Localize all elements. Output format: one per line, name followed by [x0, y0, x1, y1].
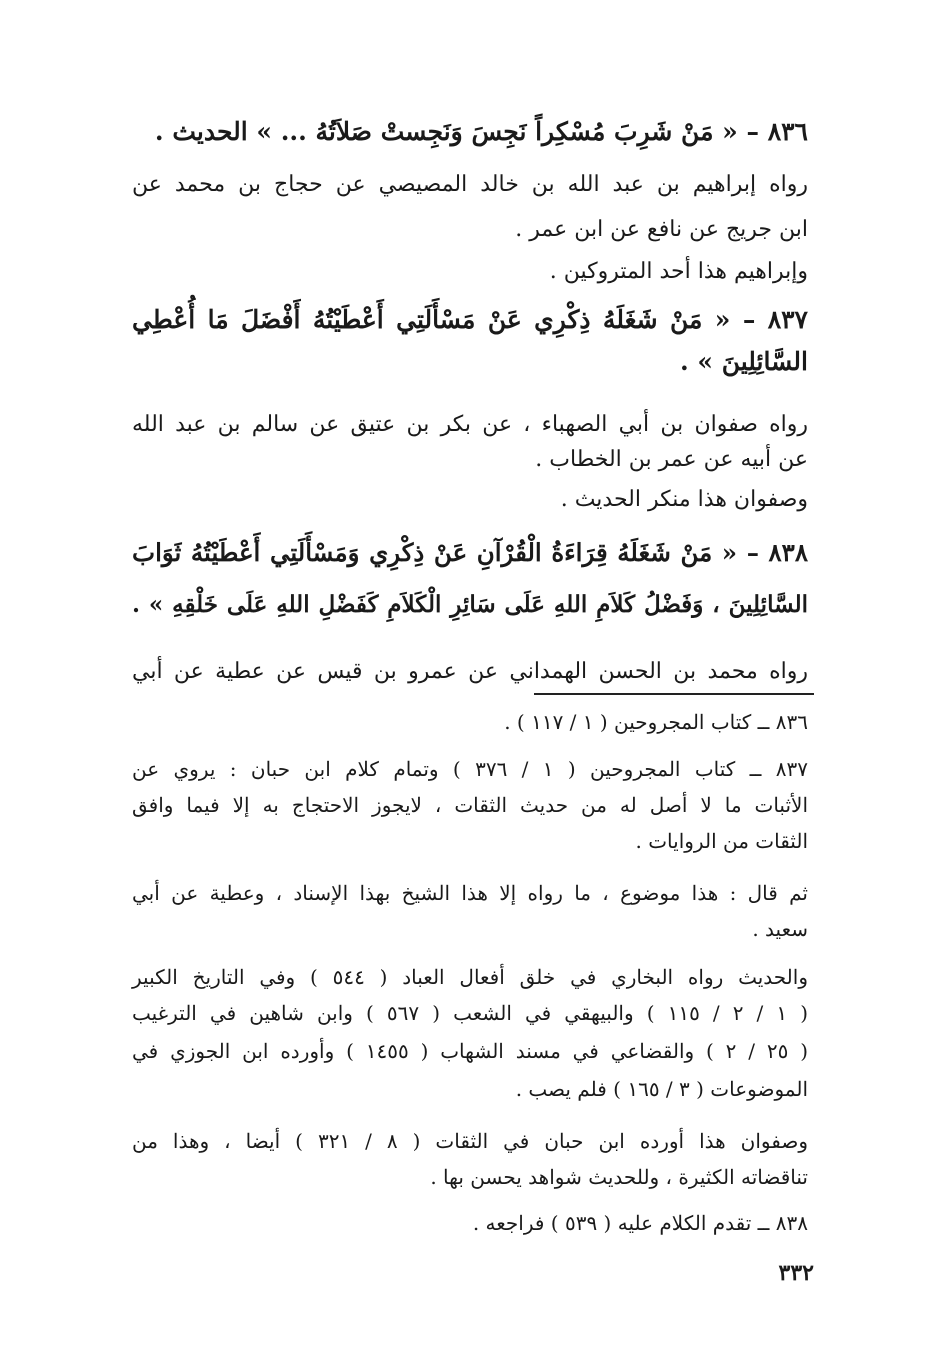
hadith-837-heading-line-1: ٨٣٧ – « مَنْ شَغَلَهُ ذِكْرِي عَنْ مَسْأَلَتِي أَعْطَيْتُهُ أَفْضَلَ مَا أُعْطِي [132, 305, 808, 334]
footnote-837-line-1: ٨٣٧ ــ كتاب المجروحين ( ١ / ٣٧٦ ) وتمام كلام ابن حبان : يروي عن [132, 757, 808, 781]
hadith-836-chain-line-2: ابن جريج عن نافع عن ابن عمر . [515, 217, 808, 242]
footnote-837-line-3: الثقات من الروايات . [635, 829, 808, 853]
footnote-837-line-4: ثم قال : هذا موضوع ، ما رواه إلا هذا الشيخ بهذا الإسناد ، وعطية عن أبي [132, 881, 808, 905]
footnote-837-line-8: ( ٢٥ / ٢ ) والقضاعي في مسند الشهاب ( ١٤٥٥ ) وأورده ابن الجوزي في [132, 1039, 808, 1063]
footnote-837-line-6: والحديث رواه البخاري في خلق أفعال العباد ( ٥٤٤ ) وفي التاريخ الكبير [132, 965, 808, 989]
footnote-836-line-1: ٨٣٦ ــ كتاب المجروحين ( ١ / ١١٧ ) . [504, 710, 808, 734]
footnote-838-line-1: ٨٣٨ ــ تقدم الكلام عليه ( ٥٣٩ ) فراجعه . [472, 1211, 808, 1235]
hadith-838-chain-line-1: رواه محمد بن الحسن الهمداني عن عمرو بن قيس عن عطية عن أبي [132, 659, 808, 684]
page-number: ٣٣٢ [778, 1260, 814, 1286]
hadith-837-heading-line-2: السَّائِلِينَ » . [679, 347, 808, 376]
footnote-837-line-9: الموضوعات ( ٣ / ١٦٥ ) فلم يصب . [515, 1077, 808, 1101]
hadith-837-chain-line-1: رواه صفوان بن أبي الصهباء ، عن بكر بن عتيق عن سالم بن عبد الله [132, 412, 808, 437]
hadith-837-chain-line-2: عن أبيه عن عمر بن الخطاب . [535, 447, 808, 472]
hadith-836-heading: ٨٣٦ – « مَنْ شَرِبَ مُسْكِراً نَجِسَ وَنَجِستْ صَلاَتُهُ ... » الحديث . [154, 117, 808, 146]
footnote-837-line-5: سعيد . [752, 917, 808, 941]
footnote-divider [534, 693, 814, 695]
hadith-836-chain-line-3: وإبراهيم هذا أحد المتروكين . [549, 259, 808, 284]
hadith-838-heading-line-2: السَّائِلِينَ ، وَفَضْلُ كَلاَمِ اللهِ عَلَى سَائِرِ الْكَلاَمِ كَفَضْلِ اللهِ عَلَى خَلْقِهِ » . [132, 591, 808, 618]
hadith-838-heading-line-1: ٨٣٨ – « مَنْ شَغَلَهُ قِرَاءَةُ الْقُرْآنِ عَنْ ذِكْرِي وَمَسْأَلَتِي أَعْطَيْتُهُ ثَوَابَ [132, 538, 808, 567]
footnote-837-line-11: تناقضاته الكثيرة ، وللحديث شواهد يحسن بها . [430, 1165, 808, 1189]
footnote-837-line-7: ( ١ / ٢ / ١١٥ ) والبيهقي في الشعب ( ٥٦٧ ) وابن شاهين في الترغيب [132, 1001, 809, 1025]
footnote-837-line-2: الأثبات ما لا أصل له من حديث الثقات ، لايجوز الاحتجاج به إلا فيما وافق [132, 793, 808, 817]
hadith-837-chain-line-3: وصفوان هذا منكر الحديث . [560, 487, 808, 512]
hadith-836-chain-line-1: رواه إبراهيم بن عبد الله بن خالد المصيصي عن حجاج بن محمد عن [132, 172, 808, 197]
footnote-837-line-10: وصفوان هذا أورده ابن حبان في الثقات ( ٨ / ٣٢١ ) أيضا ، وهذا من [132, 1129, 809, 1153]
